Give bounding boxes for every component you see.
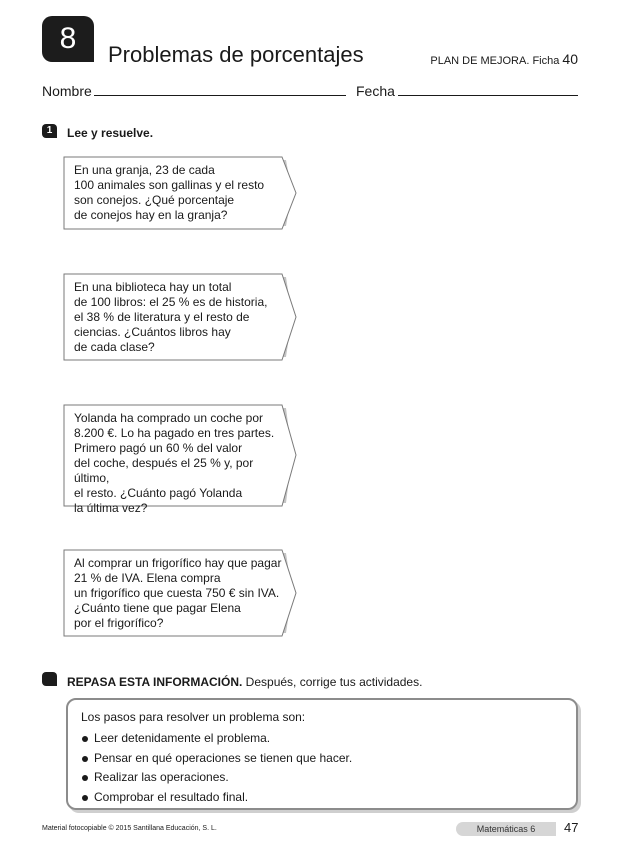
problem-line: 100 animales son gallinas y el resto: [74, 178, 265, 192]
steps-list: [81, 729, 352, 807]
problem-text: [74, 556, 288, 631]
problem-box-1[interactable]: [63, 156, 299, 230]
list-item: Comprobar el resultado final.: [81, 788, 352, 808]
date-field[interactable]: [398, 95, 578, 96]
list-item: Realizar las operaciones.: [81, 768, 352, 788]
info-intro: Los pasos para resolver un problema son:: [81, 710, 306, 724]
page-title: Problemas de porcentajes: [108, 42, 364, 67]
problem-line: Primero pagó un 60 % del valor: [74, 441, 243, 455]
list-item: Leer detenidamente el problema.: [81, 729, 352, 749]
problem-line: 21 % de IVA. Elena compra: [74, 571, 221, 585]
plan-label: PLAN DE MEJORA. Ficha: [430, 55, 560, 67]
ficha-number: 40: [562, 51, 578, 67]
problem-box-2[interactable]: [63, 273, 299, 361]
info-box: [66, 698, 578, 810]
problem-line: son conejos. ¿Qué porcentaje: [74, 193, 235, 207]
subject-tab: Matemáticas 6: [456, 822, 556, 836]
problem-line: un frigorífico que cuesta 750 € sin IVA.: [74, 586, 280, 600]
problem-line: En una granja, 23 de cada: [74, 163, 215, 177]
problem-line: la última vez?: [74, 501, 148, 515]
ficha-label: [430, 51, 578, 67]
problem-line: el resto. ¿Cuánto pagó Yolanda: [74, 486, 243, 500]
name-field[interactable]: [94, 95, 346, 96]
date-label: Fecha: [356, 83, 395, 99]
problem-line: por el frigorífico?: [74, 616, 164, 630]
problem-line: el 38 % de literatura y el resto de: [74, 310, 250, 324]
list-item: Pensar en qué operaciones se tienen que hacer.: [81, 749, 352, 769]
problem-line: de cada clase?: [74, 340, 155, 354]
activity-instruction: Lee y resuelve.: [67, 126, 154, 140]
name-label: Nombre: [42, 83, 92, 99]
problem-line: Yolanda ha comprado un coche por: [74, 411, 264, 425]
problem-line: ciencias. ¿Cuántos libros hay: [74, 325, 231, 339]
review-heading-bold: REPASA ESTA INFORMACIÓN.: [67, 675, 243, 689]
problem-text: [74, 163, 288, 223]
problem-line: del coche, después el 25 % y, por último,: [74, 456, 254, 485]
problem-line: de 100 libros: el 25 % es de historia,: [74, 295, 268, 309]
problem-line: En una biblioteca hay un total: [74, 280, 232, 294]
page-number: 47: [564, 820, 579, 835]
problem-box-3[interactable]: [63, 404, 299, 515]
problem-box-4[interactable]: [63, 549, 299, 637]
problem-text: [74, 280, 288, 355]
copyright-notice: Material fotocopiable © 2015 Santillana Educación, S. L.: [42, 825, 217, 832]
problem-line: Al comprar un frigorífico hay que pagar: [74, 556, 282, 570]
review-heading-rest: Después, corrige tus actividades.: [242, 675, 423, 689]
unit-number-badge: 8: [42, 16, 94, 62]
problem-line: 8.200 €. Lo ha pagado en tres partes.: [74, 426, 275, 440]
review-badge: [42, 672, 57, 686]
problem-line: ¿Cuánto tiene que pagar Elena: [74, 601, 241, 615]
activity-number-badge: 1: [42, 124, 57, 138]
review-heading: [67, 675, 422, 689]
problem-line: de conejos hay en la granja?: [74, 208, 228, 222]
problem-text: [74, 411, 288, 516]
